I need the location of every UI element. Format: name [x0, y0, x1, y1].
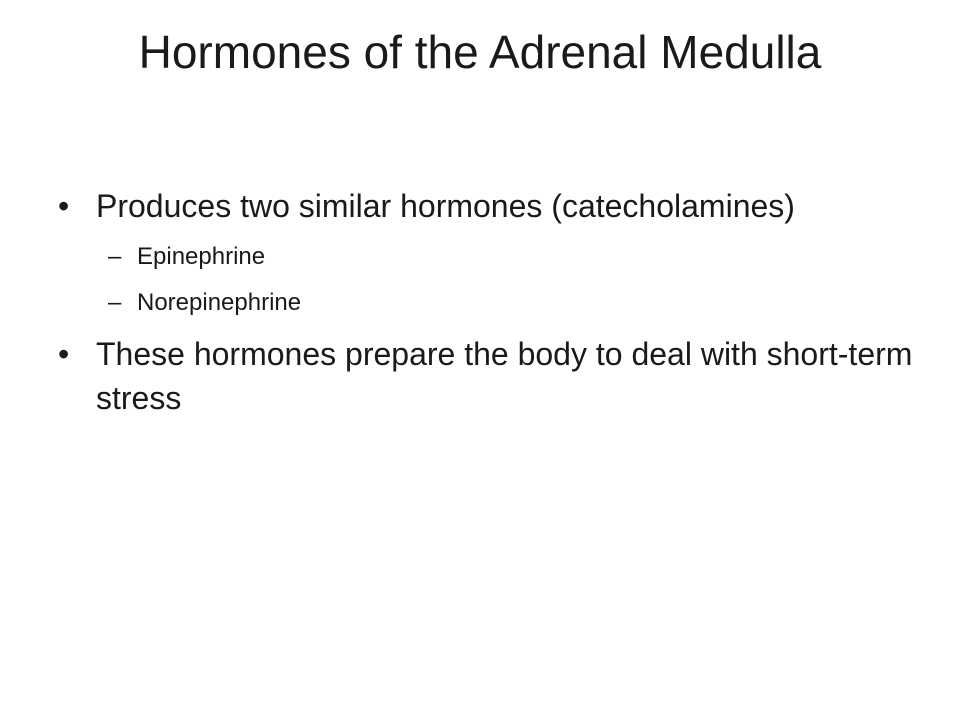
sub-bullet-text: Epinephrine [137, 243, 266, 270]
sub-bullet-marker: – [108, 243, 122, 270]
bullet-item [58, 332, 918, 420]
bullet-marker: • [58, 336, 70, 372]
bullet-marker: • [58, 188, 70, 224]
sub-bullet-item [96, 280, 918, 326]
sub-bullet-item [96, 234, 918, 280]
sub-bullet-list [96, 234, 918, 326]
bullet-text: These hormones prepare the body to deal with short-term stress [96, 336, 913, 416]
slide-title: Hormones of the Adrenal Medulla [138, 26, 822, 78]
sub-bullet-marker: – [108, 289, 122, 316]
bullet-list [58, 184, 918, 420]
bullet-text: Produces two similar hormones (catecholamines) [96, 188, 795, 224]
sub-bullet-text: Norepinephrine [137, 289, 302, 316]
bullet-item [58, 184, 918, 326]
